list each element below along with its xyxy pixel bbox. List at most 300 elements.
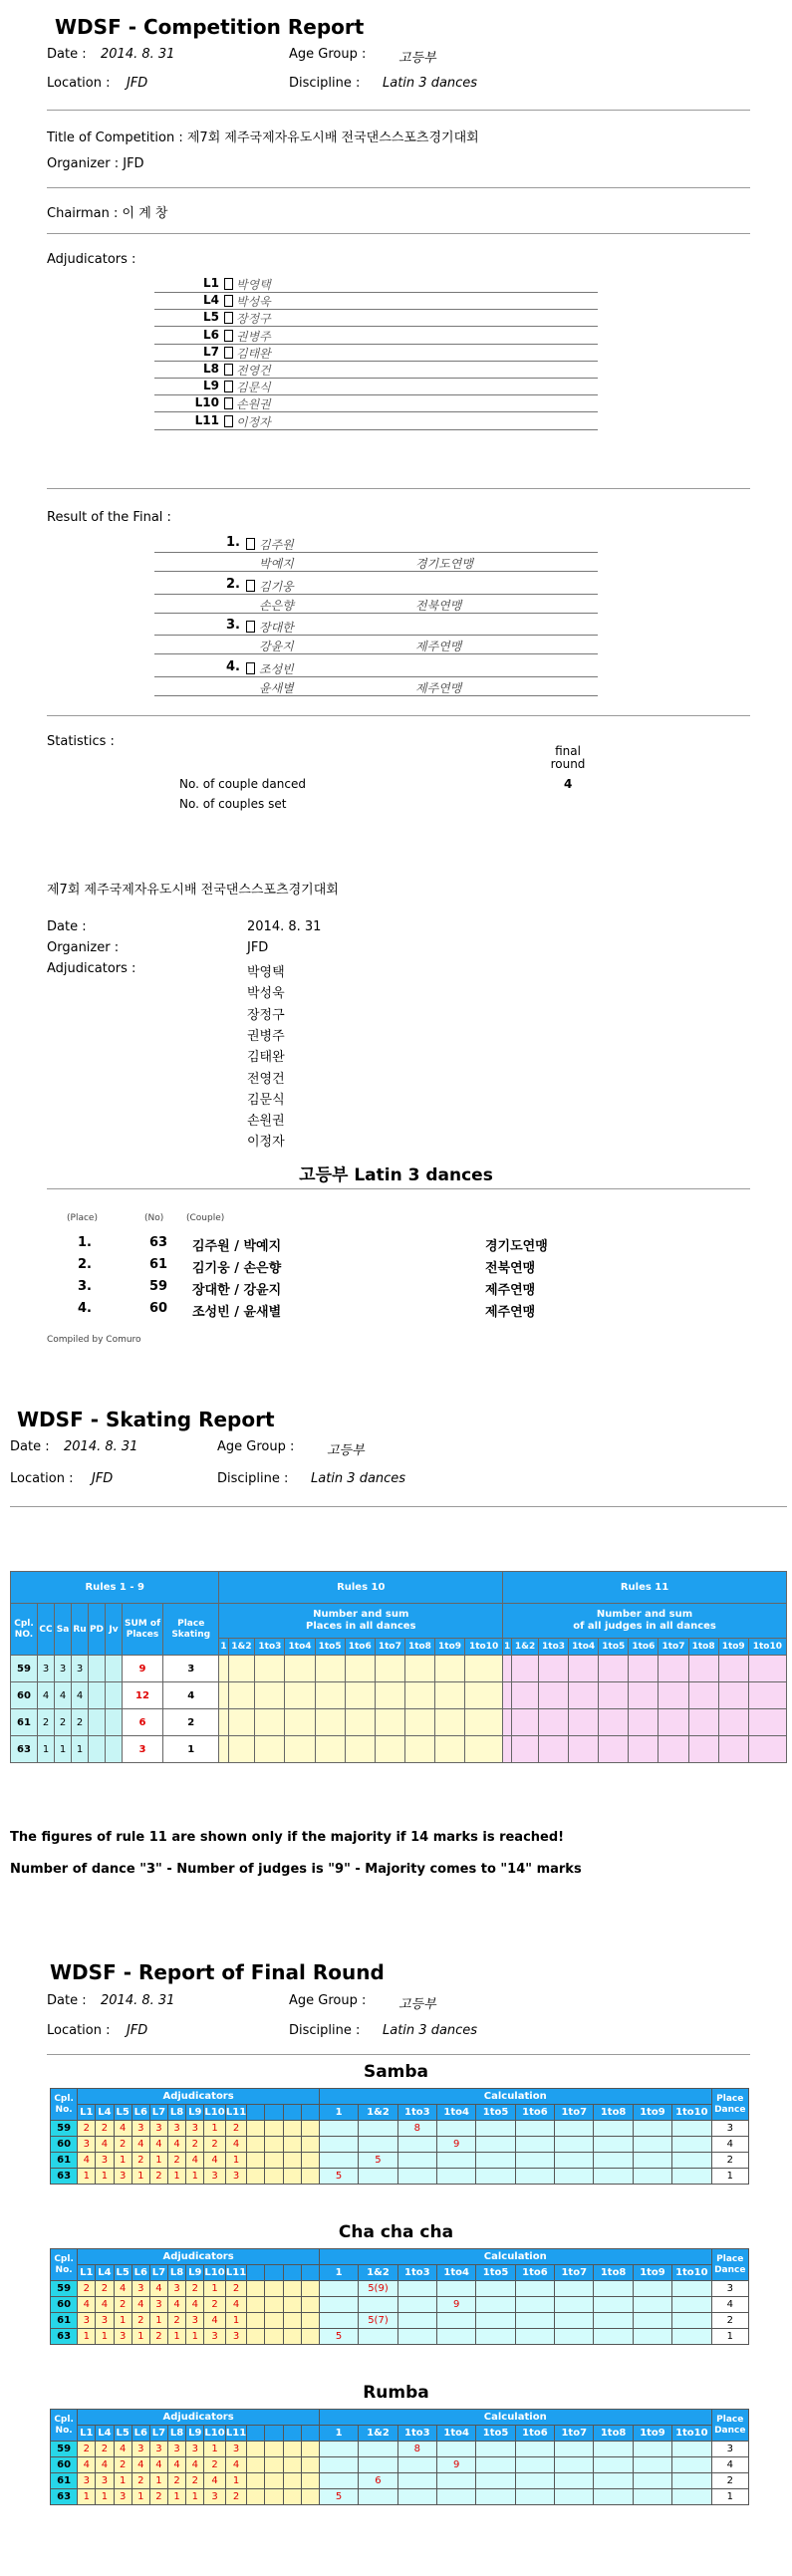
judge-mark-empty — [301, 2297, 319, 2313]
skating-sum: 12 — [123, 1682, 163, 1709]
judge-mark-empty — [265, 2489, 283, 2505]
date-label: Date : — [47, 47, 87, 62]
skating-dance-place: 3 — [72, 1656, 89, 1682]
judge-mark: 1 — [225, 2313, 246, 2329]
adjudicator-code: L5 — [203, 310, 219, 325]
adjudicator-code: L4 — [203, 293, 219, 308]
rule11-cell — [599, 1656, 629, 1682]
rule11-cell — [538, 1736, 568, 1763]
adjudicator-name: 이정자 — [236, 414, 271, 429]
calc-cell — [672, 2489, 711, 2505]
result-of-final-label: Result of the Final : — [47, 510, 171, 525]
cpl-no: 63 — [51, 2489, 78, 2505]
calc-cell — [437, 2442, 476, 2457]
adjudicators-header: Adjudicators — [78, 2089, 320, 2105]
summary-club: 제주연맹 — [485, 1305, 536, 1320]
skating-cpl-no: 61 — [11, 1709, 38, 1736]
rule11-cell — [718, 1709, 748, 1736]
judge-header-empty — [301, 2426, 319, 2442]
skating-column-header: 1to3 — [538, 1639, 568, 1656]
skating-age-value: 고등부 — [327, 1443, 365, 1458]
judge-mark-empty — [265, 2121, 283, 2137]
calc-cell — [437, 2313, 476, 2329]
judge-mark-empty — [301, 2489, 319, 2505]
summary-number: 61 — [149, 1257, 168, 1272]
calc-cell: 6 — [359, 2473, 397, 2489]
judge-mark: 2 — [225, 2281, 246, 2297]
calc-cell — [359, 2489, 397, 2505]
statistics-label: Statistics : — [47, 734, 115, 749]
discipline-value: Latin 3 dances — [383, 76, 478, 91]
cpl-no: 60 — [51, 2137, 78, 2153]
calc-header: 1 — [319, 2265, 358, 2281]
calc-header: 1to9 — [633, 2426, 671, 2442]
judge-mark: 3 — [149, 2121, 167, 2137]
final-place: 1. — [226, 535, 240, 550]
judge-mark: 4 — [204, 2313, 225, 2329]
judge-mark: 2 — [96, 2281, 114, 2297]
judge-header: L7 — [149, 2265, 167, 2281]
judge-mark: 3 — [132, 2442, 149, 2457]
summary-date-label: Date : — [47, 919, 87, 934]
judge-mark: 3 — [96, 2313, 114, 2329]
judge-mark: 2 — [186, 2473, 204, 2489]
judge-mark: 4 — [96, 2457, 114, 2473]
calc-cell — [476, 2137, 515, 2153]
rule11-cell — [659, 1736, 688, 1763]
summary-date-value: 2014. 8. 31 — [247, 919, 322, 934]
calc-header: 1to9 — [633, 2105, 671, 2121]
judge-mark: 2 — [132, 2153, 149, 2169]
calc-cell — [319, 2313, 358, 2329]
cpl-no: 63 — [51, 2329, 78, 2345]
skating-dance-place — [89, 1736, 106, 1763]
adjudicator-name: 전영건 — [236, 364, 271, 378]
discipline-label: Discipline : — [289, 76, 361, 91]
summary-adjudicator-name: 권병주 — [247, 1028, 285, 1044]
place-dance: 1 — [711, 2329, 748, 2345]
judge-mark-empty — [283, 2329, 301, 2345]
rule11-cell — [569, 1682, 599, 1709]
judge-mark-empty — [265, 2473, 283, 2489]
skating-dance-place: 2 — [38, 1709, 55, 1736]
judge-header-empty — [247, 2105, 265, 2121]
adjudicator-name: 장정구 — [236, 312, 271, 327]
divider — [47, 233, 750, 234]
calc-cell — [359, 2457, 397, 2473]
judge-mark: 2 — [96, 2121, 114, 2137]
final-round-row — [51, 2442, 749, 2457]
calc-cell — [672, 2153, 711, 2169]
judge-mark: 4 — [204, 2473, 225, 2489]
calc-cell — [594, 2153, 633, 2169]
cpl-no: 61 — [51, 2153, 78, 2169]
summary-adjudicator-name: 손원권 — [247, 1114, 285, 1130]
judge-header-empty — [265, 2105, 283, 2121]
calc-cell — [515, 2121, 554, 2137]
divider — [47, 1188, 750, 1189]
judge-mark: 4 — [96, 2137, 114, 2153]
calc-cell — [476, 2281, 515, 2297]
skating-row — [11, 1682, 787, 1709]
judge-mark-empty — [283, 2489, 301, 2505]
rule11-cell — [569, 1736, 599, 1763]
calc-header: 1to7 — [555, 2265, 594, 2281]
skating-column-header: 1to9 — [718, 1639, 748, 1656]
judge-mark: 4 — [132, 2297, 149, 2313]
rule11-cell — [599, 1736, 629, 1763]
skating-column-header: 1to7 — [659, 1639, 688, 1656]
judge-mark-empty — [301, 2137, 319, 2153]
final-place: 4. — [226, 658, 240, 674]
judge-mark-empty — [247, 2329, 265, 2345]
judge-mark: 3 — [78, 2473, 96, 2489]
calc-cell — [397, 2297, 436, 2313]
summary-title: 제7회 제주국제자유도시배 전국댄스스포츠경기대회 — [47, 883, 339, 898]
rule11-cell — [629, 1656, 659, 1682]
skating-place: 3 — [163, 1656, 219, 1682]
adjudicator-code: L1 — [203, 276, 219, 290]
judge-mark: 3 — [225, 2169, 246, 2185]
calc-cell — [476, 2169, 515, 2185]
judge-mark: 4 — [132, 2457, 149, 2473]
place-dance: 1 — [711, 2169, 748, 2185]
skating-dance-place: 2 — [72, 1709, 89, 1736]
stat-couples-danced-label: No. of couple danced — [179, 777, 306, 791]
final-discipline-value: Latin 3 dances — [383, 2023, 478, 2038]
calc-cell — [594, 2489, 633, 2505]
judge-mark: 1 — [204, 2121, 225, 2137]
place-dance: 2 — [711, 2153, 748, 2169]
final-partner2: 손은향 — [259, 598, 294, 613]
calc-cell: 5(9) — [359, 2281, 397, 2297]
divider — [10, 1506, 787, 1507]
judge-header: L7 — [149, 2426, 167, 2442]
calc-header: 1to10 — [672, 2105, 711, 2121]
judge-mark-empty — [265, 2442, 283, 2457]
dance-title: Rumba — [363, 2383, 429, 2403]
judge-mark-empty — [247, 2489, 265, 2505]
rule11-cell — [503, 1736, 512, 1763]
calc-cell — [594, 2442, 633, 2457]
place-dance: 1 — [711, 2489, 748, 2505]
calc-cell: 5 — [359, 2153, 397, 2169]
skating-column-header: 1&2 — [228, 1639, 255, 1656]
chairman-value: 이 계 창 — [122, 206, 168, 221]
judge-header-empty — [283, 2105, 301, 2121]
judge-header-empty — [265, 2265, 283, 2281]
judge-mark: 2 — [78, 2121, 96, 2137]
judge-mark-empty — [301, 2442, 319, 2457]
divider — [154, 594, 598, 595]
judge-mark: 1 — [132, 2329, 149, 2345]
place-dance: 2 — [711, 2313, 748, 2329]
judge-mark: 4 — [114, 2281, 132, 2297]
final-partner1: 김주원 — [259, 538, 294, 552]
judge-mark: 3 — [96, 2153, 114, 2169]
rule10-cell — [219, 1656, 228, 1682]
calc-cell — [476, 2313, 515, 2329]
rule10-cell — [315, 1736, 345, 1763]
judge-header: L1 — [78, 2265, 96, 2281]
rule11-cell — [503, 1682, 512, 1709]
summary-number: 63 — [149, 1235, 168, 1250]
judge-mark: 2 — [204, 2137, 225, 2153]
calc-cell — [397, 2281, 436, 2297]
calc-header: 1 — [319, 2105, 358, 2121]
skating-discipline-value: Latin 3 dances — [311, 1471, 406, 1486]
skating-column-header: 1&2 — [512, 1639, 539, 1656]
judge-mark: 1 — [149, 2473, 167, 2489]
rule10-cell — [315, 1709, 345, 1736]
judge-mark: 1 — [78, 2489, 96, 2505]
judge-mark: 2 — [132, 2313, 149, 2329]
judge-mark: 3 — [149, 2442, 167, 2457]
calc-cell — [594, 2169, 633, 2185]
calc-cell: 9 — [437, 2297, 476, 2313]
calc-header: 1to3 — [397, 2265, 436, 2281]
judge-mark: 3 — [132, 2121, 149, 2137]
divider — [47, 2054, 750, 2055]
place-dance: 2 — [711, 2473, 748, 2489]
checkbox-icon — [224, 330, 233, 342]
adjudicator-row — [154, 344, 598, 362]
skating-column-header: 1to10 — [465, 1639, 503, 1656]
calc-cell — [359, 2169, 397, 2185]
calc-cell — [515, 2313, 554, 2329]
judge-mark-empty — [247, 2281, 265, 2297]
judge-header: L10 — [204, 2265, 225, 2281]
rule10-cell — [255, 1736, 285, 1763]
adjudicator-row — [154, 327, 598, 345]
final-result-row — [154, 576, 598, 614]
judge-mark-empty — [265, 2313, 283, 2329]
judge-mark: 3 — [204, 2169, 225, 2185]
calc-cell — [594, 2297, 633, 2313]
judge-header: L9 — [186, 2426, 204, 2442]
summary-place: 4. — [78, 1301, 92, 1316]
rule11-cell — [629, 1736, 659, 1763]
calc-cell — [594, 2329, 633, 2345]
summary-organizer-label: Organizer : — [47, 940, 120, 955]
judge-mark: 2 — [78, 2281, 96, 2297]
calc-cell — [555, 2489, 594, 2505]
judge-mark: 3 — [225, 2329, 246, 2345]
summary-adjudicator-name: 김문식 — [247, 1092, 285, 1108]
calc-cell — [633, 2281, 671, 2297]
judge-mark: 3 — [149, 2297, 167, 2313]
judge-mark: 3 — [186, 2313, 204, 2329]
judge-header: L11 — [225, 2105, 246, 2121]
dance-header-sa: Sa — [55, 1604, 72, 1656]
calc-cell — [437, 2169, 476, 2185]
col-place-header: (Place) — [67, 1213, 98, 1223]
divider — [154, 613, 598, 614]
judge-mark: 3 — [114, 2169, 132, 2185]
calc-header: 1&2 — [359, 2265, 397, 2281]
rule11-cell — [688, 1682, 718, 1709]
calc-header: 1to7 — [555, 2105, 594, 2121]
calc-cell — [594, 2457, 633, 2473]
title-of-competition — [47, 127, 479, 145]
judge-mark: 1 — [168, 2489, 186, 2505]
rule11-cell — [503, 1709, 512, 1736]
calc-cell — [672, 2137, 711, 2153]
calc-cell — [672, 2281, 711, 2297]
skating-date-label: Date : — [10, 1439, 50, 1454]
calc-cell — [633, 2457, 671, 2473]
rule10-cell — [345, 1656, 375, 1682]
calc-cell — [359, 2297, 397, 2313]
calc-cell — [319, 2442, 358, 2457]
skating-place: 1 — [163, 1736, 219, 1763]
judge-mark-empty — [265, 2297, 283, 2313]
checkbox-icon — [246, 580, 255, 592]
rule10-cell — [219, 1682, 228, 1709]
calc-cell — [633, 2137, 671, 2153]
adjudicators-header: Adjudicators — [78, 2249, 320, 2265]
skating-dance-place — [106, 1656, 123, 1682]
rules-10-sub1: Number and sum — [313, 1609, 409, 1620]
judge-mark: 4 — [225, 2137, 246, 2153]
date-value: 2014. 8. 31 — [101, 47, 175, 62]
rule10-cell — [465, 1682, 503, 1709]
final-partner2: 강윤지 — [259, 640, 294, 653]
calc-cell — [476, 2121, 515, 2137]
rule10-cell — [255, 1709, 285, 1736]
skating-column-header: 1to4 — [569, 1639, 599, 1656]
skating-dance-place: 4 — [38, 1682, 55, 1709]
judge-header: L6 — [132, 2426, 149, 2442]
judge-header: L7 — [149, 2105, 167, 2121]
chairman-label: Chairman : — [47, 206, 119, 221]
calc-header: 1 — [319, 2426, 358, 2442]
rule10-cell — [375, 1656, 404, 1682]
judge-mark-empty — [301, 2313, 319, 2329]
calc-cell — [319, 2153, 358, 2169]
final-result-row — [154, 617, 598, 654]
final-place: 3. — [226, 618, 240, 633]
rule10-cell — [345, 1682, 375, 1709]
judge-mark: 1 — [225, 2153, 246, 2169]
calc-cell — [555, 2457, 594, 2473]
calc-cell — [672, 2442, 711, 2457]
checkbox-icon — [224, 381, 233, 392]
final-club: 전북연맹 — [415, 598, 462, 613]
calc-cell — [476, 2489, 515, 2505]
rules-11-sub2: of all judges in all dances — [573, 1621, 716, 1632]
rule10-cell — [465, 1709, 503, 1736]
judge-header: L9 — [186, 2265, 204, 2281]
divider — [47, 715, 750, 716]
rule11-cell — [718, 1656, 748, 1682]
skating-dance-place — [106, 1682, 123, 1709]
calc-cell — [397, 2153, 436, 2169]
calc-cell — [476, 2329, 515, 2345]
final-age-value: 고등부 — [398, 1997, 436, 2012]
summary-place: 1. — [78, 1235, 92, 1250]
judge-mark: 3 — [225, 2442, 246, 2457]
skating-column-header: 1to7 — [375, 1639, 404, 1656]
judge-header: L5 — [114, 2426, 132, 2442]
calc-cell — [633, 2153, 671, 2169]
rule10-cell — [404, 1682, 434, 1709]
rules-10-sub2: Places in all dances — [306, 1621, 416, 1632]
calc-cell — [555, 2137, 594, 2153]
calc-cell — [555, 2442, 594, 2457]
place-dance-header: Place Dance — [711, 2089, 748, 2121]
judge-mark: 4 — [225, 2457, 246, 2473]
rule10-cell — [219, 1709, 228, 1736]
calc-cell — [633, 2121, 671, 2137]
judge-mark: 3 — [186, 2121, 204, 2137]
rule11-cell — [512, 1656, 539, 1682]
calc-cell — [476, 2457, 515, 2473]
summary-club: 제주연맹 — [485, 1283, 536, 1298]
calc-cell — [555, 2297, 594, 2313]
rule10-cell — [375, 1736, 404, 1763]
place-dance: 3 — [711, 2121, 748, 2137]
calc-header: 1to8 — [594, 2426, 633, 2442]
skating-row — [11, 1709, 787, 1736]
divider — [154, 695, 598, 696]
calc-header: 1to4 — [437, 2265, 476, 2281]
rules-1-9-header: Rules 1 - 9 — [11, 1572, 219, 1604]
judge-mark: 1 — [204, 2442, 225, 2457]
dance-title: Samba — [363, 2062, 429, 2082]
skating-table — [10, 1571, 787, 1763]
calc-cell — [397, 2169, 436, 2185]
checkbox-icon — [224, 347, 233, 359]
stat-couples-set-label: No. of couples set — [179, 797, 287, 811]
calc-cell — [359, 2121, 397, 2137]
skating-row — [11, 1656, 787, 1682]
judge-header-empty — [301, 2105, 319, 2121]
adjudicator-name: 손원권 — [236, 397, 271, 412]
skating-column-header: 1to8 — [404, 1639, 434, 1656]
judge-mark: 3 — [168, 2121, 186, 2137]
judge-mark: 1 — [96, 2489, 114, 2505]
calc-header: 1to8 — [594, 2265, 633, 2281]
judge-header: L10 — [204, 2105, 225, 2121]
calc-header: 1to5 — [476, 2426, 515, 2442]
rule11-cell — [659, 1709, 688, 1736]
skating-report-title: WDSF - Skating Report — [17, 1408, 275, 1431]
calc-cell — [359, 2137, 397, 2153]
rule10-cell — [435, 1736, 465, 1763]
stat-couples-danced-value: 4 — [564, 777, 573, 791]
judge-mark: 1 — [132, 2169, 149, 2185]
judge-mark: 1 — [78, 2169, 96, 2185]
final-location-label: Location : — [47, 2023, 111, 2038]
judge-header: L8 — [168, 2105, 186, 2121]
judge-mark-empty — [265, 2153, 283, 2169]
summary-number: 59 — [149, 1279, 168, 1294]
skating-dance-place — [89, 1656, 106, 1682]
skating-column-header: 1 — [219, 1639, 228, 1656]
calc-cell — [594, 2281, 633, 2297]
rules-11-subheader — [503, 1604, 787, 1639]
skating-column-header: 1to6 — [629, 1639, 659, 1656]
rule11-cell — [718, 1736, 748, 1763]
skating-dance-place: 1 — [38, 1736, 55, 1763]
final-round-row — [51, 2489, 749, 2505]
skating-sum: 9 — [123, 1656, 163, 1682]
final-round-row — [51, 2281, 749, 2297]
place-dance: 4 — [711, 2297, 748, 2313]
judge-header: L11 — [225, 2265, 246, 2281]
organizer-label: Organizer : — [47, 156, 120, 171]
